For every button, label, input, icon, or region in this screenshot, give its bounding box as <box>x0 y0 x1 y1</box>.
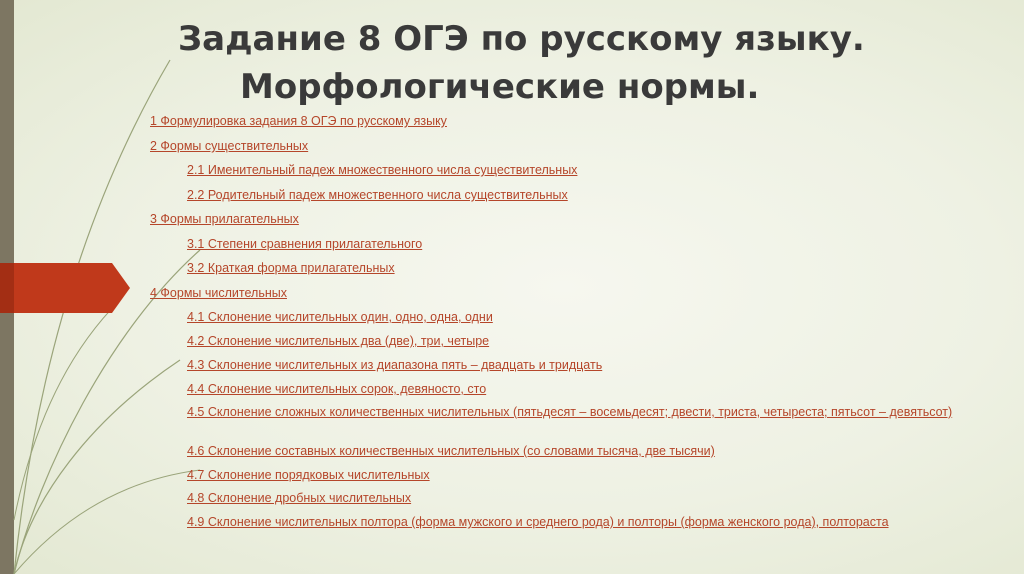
toc-link-1[interactable]: 1 Формулировка задания 8 ОГЭ по русскому языку <box>150 114 447 128</box>
toc-link-4-2[interactable]: 4.2 Склонение числительных два (две), три, четыре <box>187 334 490 348</box>
toc-link-4-7[interactable]: 4.7 Склонение порядковых числительных <box>187 468 430 482</box>
toc-link-4[interactable]: 4 Формы числительных <box>150 286 287 300</box>
toc-link-4-5[interactable]: 4.5 Склонение сложных количественных числительных (пятьдесят – восемьдесят; двести, триста, четыреста; пятьсот – девятьсот) <box>187 405 953 419</box>
toc-link-4-4[interactable]: 4.4 Склонение числительных сорок, девяносто, сто <box>187 382 487 396</box>
title-line-1: Задание 8 ОГЭ по русскому языку. <box>178 19 865 59</box>
toc-link-4-8[interactable]: 4.8 Склонение дробных числительных <box>187 491 412 505</box>
toc-link-2[interactable]: 2 Формы существительных <box>150 139 309 153</box>
toc-link-4-1[interactable]: 4.1 Склонение числительных один, одно, одна, одни <box>187 310 493 324</box>
toc-link-4-6[interactable]: 4.6 Склонение составных количественных числительных (со словами тысяча, две тысячи) <box>187 444 715 458</box>
toc-link-3[interactable]: 3 Формы прилагательных <box>150 212 299 226</box>
toc-link-3-2[interactable]: 3.2 Краткая форма прилагательных <box>187 261 395 275</box>
toc-link-3-1[interactable]: 3.1 Степени сравнения прилагательного <box>187 237 423 251</box>
title-line-2: Морфологические нормы. <box>240 67 760 107</box>
toc-link-4-9[interactable]: 4.9 Склонение числительных полтора (форма мужского и среднего рода) и полторы (форма женского рода), полтораста <box>187 515 889 529</box>
toc-link-2-2[interactable]: 2.2 Родительный падеж множественного числа существительных <box>187 188 568 202</box>
toc-link-4-3[interactable]: 4.3 Склонение числительных из диапазона пять – двадцать и тридцать <box>187 358 603 372</box>
toc-link-2-1[interactable]: 2.1 Именительный падеж множественного числа существительных <box>187 163 578 177</box>
